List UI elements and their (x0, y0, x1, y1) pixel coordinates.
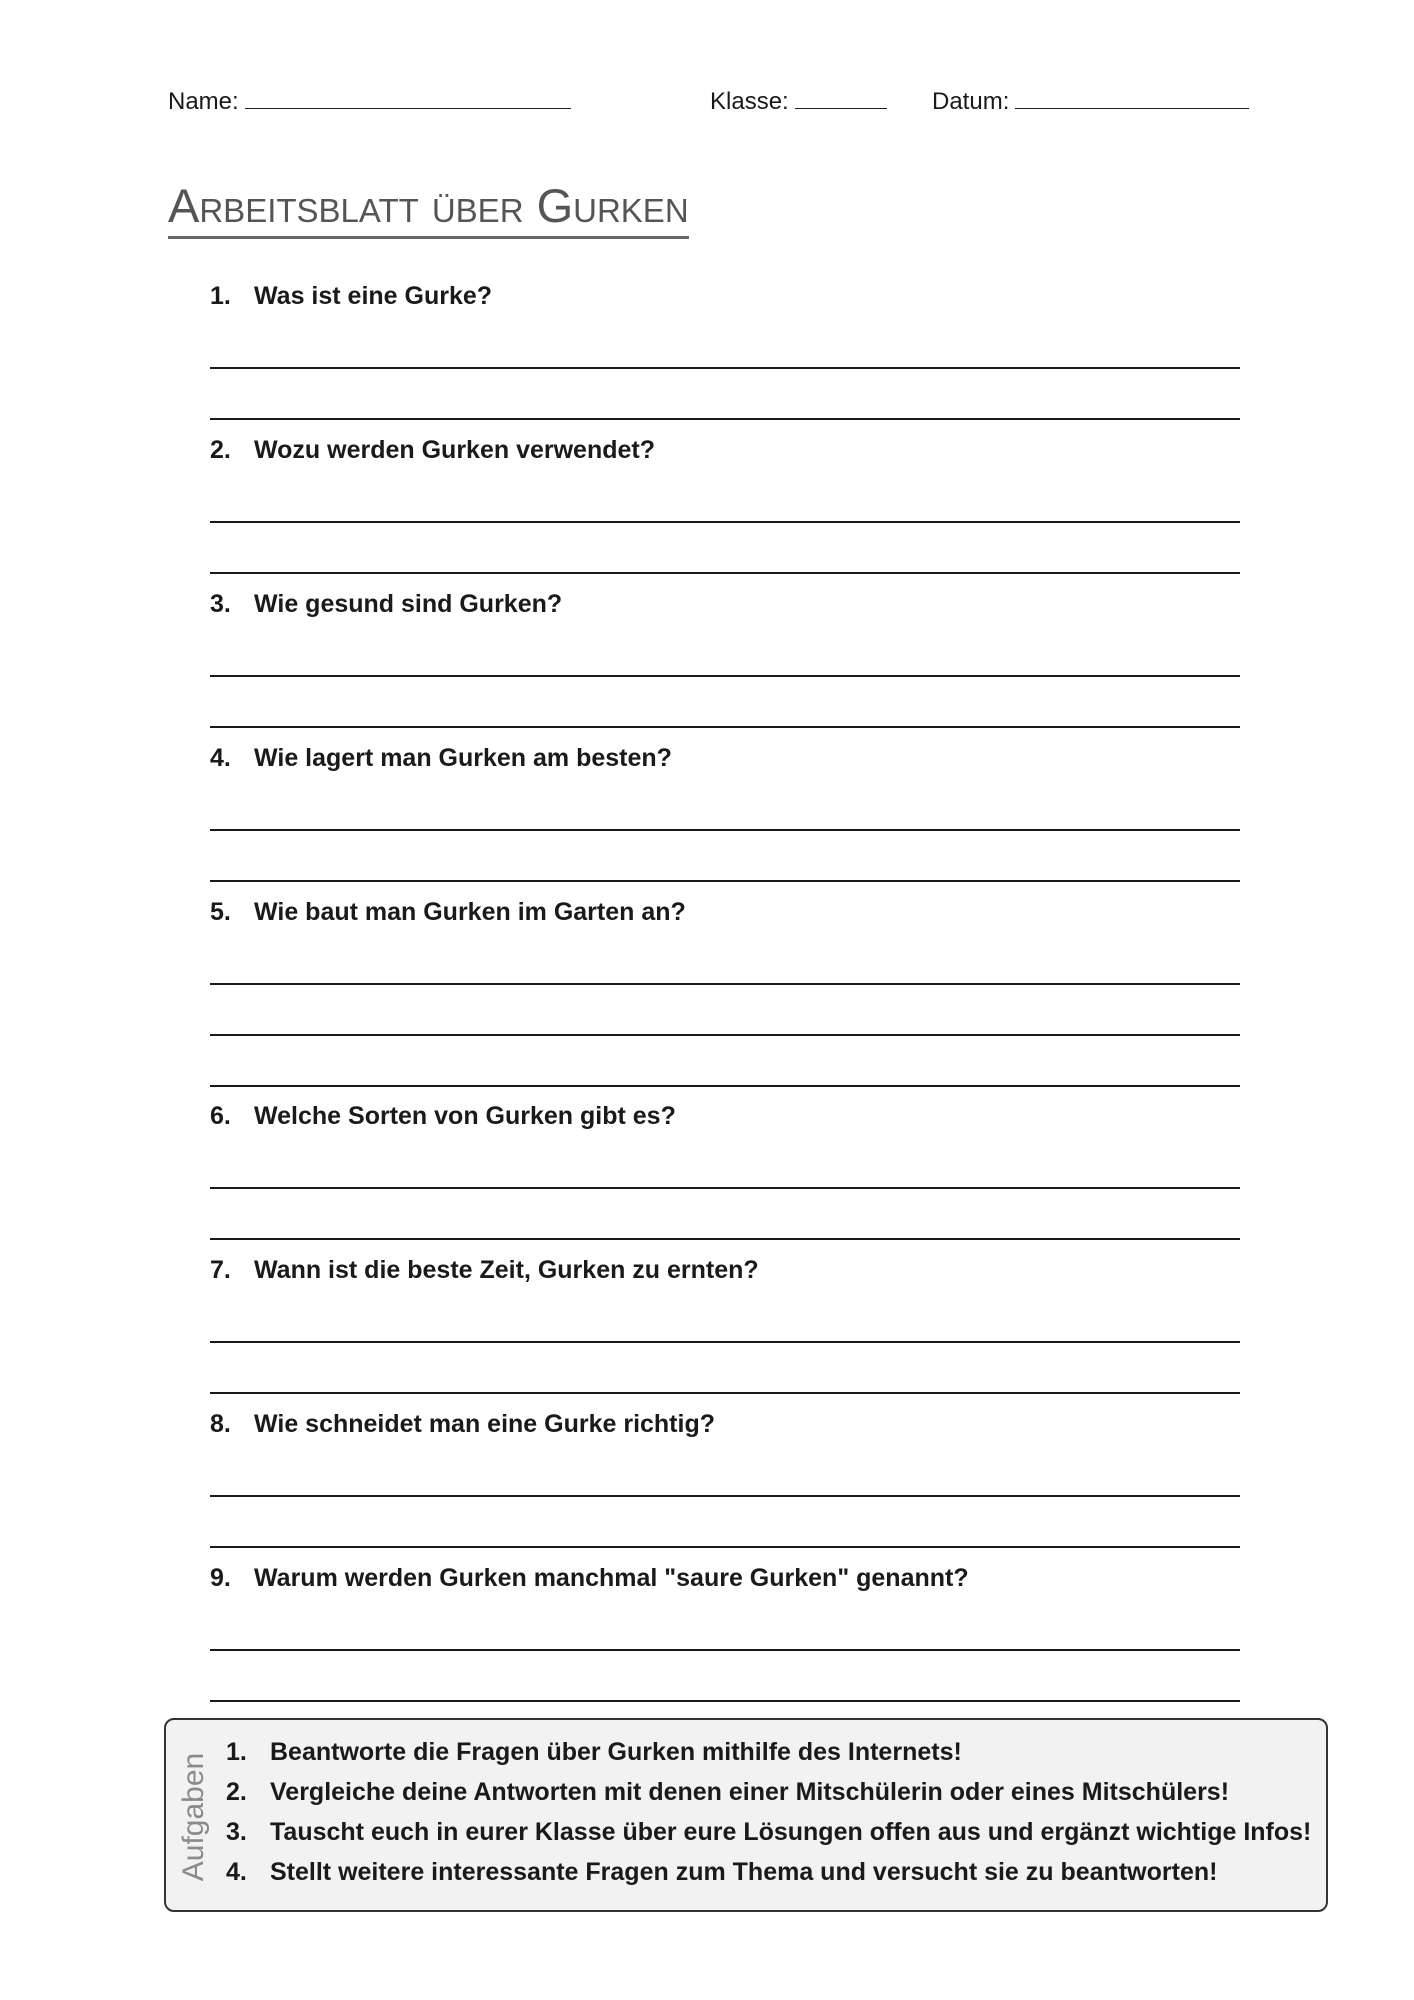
answer-line[interactable] (210, 1085, 1240, 1087)
tasks-label-text: Aufgaben (177, 1752, 211, 1882)
answer-line[interactable] (210, 675, 1240, 677)
answer-line[interactable] (210, 1187, 1240, 1189)
answer-line[interactable] (210, 1341, 1240, 1343)
question-8 (210, 1407, 1240, 1441)
question-6 (210, 1099, 1240, 1133)
answer-line[interactable] (210, 880, 1240, 882)
question-5 (210, 895, 1240, 929)
answer-line[interactable] (210, 418, 1240, 420)
answer-line[interactable] (210, 521, 1240, 523)
answer-line[interactable] (210, 1495, 1240, 1497)
question-2 (210, 433, 1240, 467)
date-label: Datum: (932, 88, 1010, 115)
answer-line[interactable] (210, 1238, 1240, 1240)
answer-line[interactable] (210, 572, 1240, 574)
question-3 (210, 587, 1240, 621)
name-label: Name: (168, 88, 239, 115)
task-item: 3. Tauscht euch in eurer Klasse über eure Lösungen offen aus und ergänzt wichtige Infos! (226, 1818, 1312, 1846)
answer-line[interactable] (210, 1034, 1240, 1036)
question-9 (210, 1561, 1240, 1595)
answer-line[interactable] (210, 1392, 1240, 1394)
question-text: 9. Warum werden Gurken manchmal "saure Gurken" genannt? (210, 1564, 969, 1592)
tasks-label (172, 1720, 216, 1914)
question-text: 7. Wann ist die beste Zeit, Gurken zu ernten? (210, 1256, 759, 1284)
question-text: 5. Wie baut man Gurken im Garten an? (210, 898, 686, 926)
answer-line[interactable] (210, 367, 1240, 369)
question-1 (210, 279, 1240, 313)
question-text: 1. Was ist eine Gurke? (210, 282, 493, 310)
tasks-box (164, 1718, 1328, 1912)
page-title: Arbeitsblatt über Gurken (168, 180, 689, 239)
question-text: 6. Welche Sorten von Gurken gibt es? (210, 1102, 676, 1130)
question-text: 2. Wozu werden Gurken verwendet? (210, 436, 656, 464)
question-4 (210, 741, 1240, 775)
task-item: 2. Vergleiche deine Antworten mit denen einer Mitschülerin oder eines Mitschülers! (226, 1778, 1230, 1806)
answer-line[interactable] (210, 829, 1240, 831)
tasks-list (226, 1732, 1316, 1892)
name-line[interactable] (245, 86, 571, 109)
answer-line[interactable] (210, 983, 1240, 985)
task-item: 1. Beantworte die Fragen über Gurken mithilfe des Internets! (226, 1738, 962, 1766)
task-item: 4. Stellt weitere interessante Fragen zum Thema und versucht sie zu beantworten! (226, 1858, 1218, 1886)
question-text: 4. Wie lagert man Gurken am besten? (210, 744, 672, 772)
class-label: Klasse: (710, 88, 789, 115)
answer-line[interactable] (210, 726, 1240, 728)
question-7 (210, 1253, 1240, 1287)
class-line[interactable] (795, 86, 887, 109)
date-field[interactable] (932, 86, 1249, 116)
answer-line[interactable] (210, 1649, 1240, 1651)
name-field[interactable] (168, 86, 571, 116)
question-text: 3. Wie gesund sind Gurken? (210, 590, 563, 618)
answer-line[interactable] (210, 1700, 1240, 1702)
class-field[interactable] (710, 86, 887, 116)
date-line[interactable] (1015, 86, 1249, 109)
question-text: 8. Wie schneidet man eine Gurke richtig? (210, 1410, 715, 1438)
header-row (168, 86, 1248, 116)
answer-line[interactable] (210, 1546, 1240, 1548)
